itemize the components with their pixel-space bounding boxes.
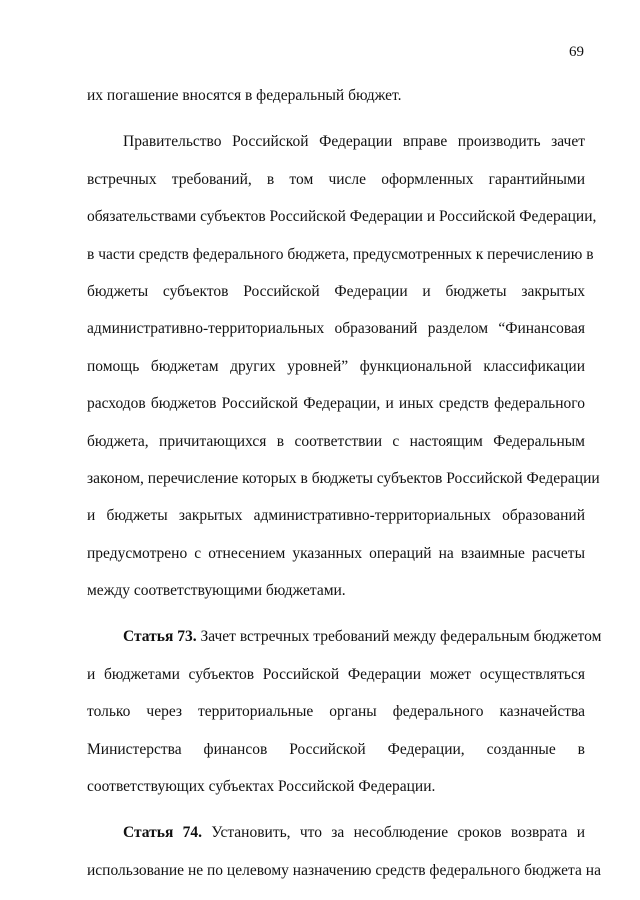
page-number: 69: [569, 44, 584, 60]
text-line: помощь бюджетам других уровней” функциональной классификации: [87, 357, 585, 375]
article-label: Статья 73.: [123, 628, 197, 646]
text-line: [87, 814, 585, 851]
text-line: только через территориальные органы федерального казначейства: [87, 703, 585, 721]
paragraph-continuation: [87, 77, 585, 114]
text-fragment: Зачет встречных требований между федеральным бюджетом: [196, 628, 602, 646]
text-line: предусмотрено с отнесением указанных операций на взаимные расчеты: [87, 544, 585, 562]
text-line: и бюджеты закрытых административно-территориальных образований: [87, 507, 585, 525]
text-line: Министерства финансов Российской Федерации, созданные в: [87, 740, 585, 758]
text-line: между соответствующими бюджетами.: [87, 582, 346, 600]
text-line: Правительство Российской Федерации вправе производить зачет: [123, 133, 585, 151]
text-line: законом, перечисление которых в бюджеты субъектов Российской Федерации: [87, 469, 600, 487]
text-line: использование не по целевому назначению средств федерального бюджета на: [87, 861, 601, 879]
text-line: соответствующих субъектах Российской Федерации.: [87, 778, 436, 796]
text-line: их погашение вносятся в федеральный бюджет.: [87, 87, 402, 104]
text-line: в части средств федерального бюджета, предусмотренных к перечислению в: [87, 245, 594, 263]
article-73: [87, 618, 602, 805]
text-line: встречных требований, в том числе оформленных гарантийными: [87, 170, 585, 188]
text-line: бюджета, причитающихся в соответствии с настоящим Федеральным: [87, 432, 585, 450]
text-line: и бюджетами субъектов Российской Федерации может осуществляться: [87, 665, 585, 683]
paragraph-government-offset: [87, 123, 600, 609]
text-line: расходов бюджетов Российской Федерации, и иных средств федерального: [87, 395, 585, 413]
text-line: [87, 618, 602, 655]
body-text: [87, 77, 602, 889]
text-line: бюджеты субъектов Российской Федерации и бюджеты закрытых: [87, 282, 585, 300]
text-line: обязательствами субъектов Российской Федерации и Российской Федерации,: [87, 208, 597, 226]
text-fragment: Установить, что за несоблюдение сроков возврата и: [202, 824, 585, 842]
article-label: Статья 74.: [123, 824, 203, 842]
article-74: [87, 814, 601, 889]
text-line: административно-территориальных образований разделом “Финансовая: [87, 320, 585, 338]
